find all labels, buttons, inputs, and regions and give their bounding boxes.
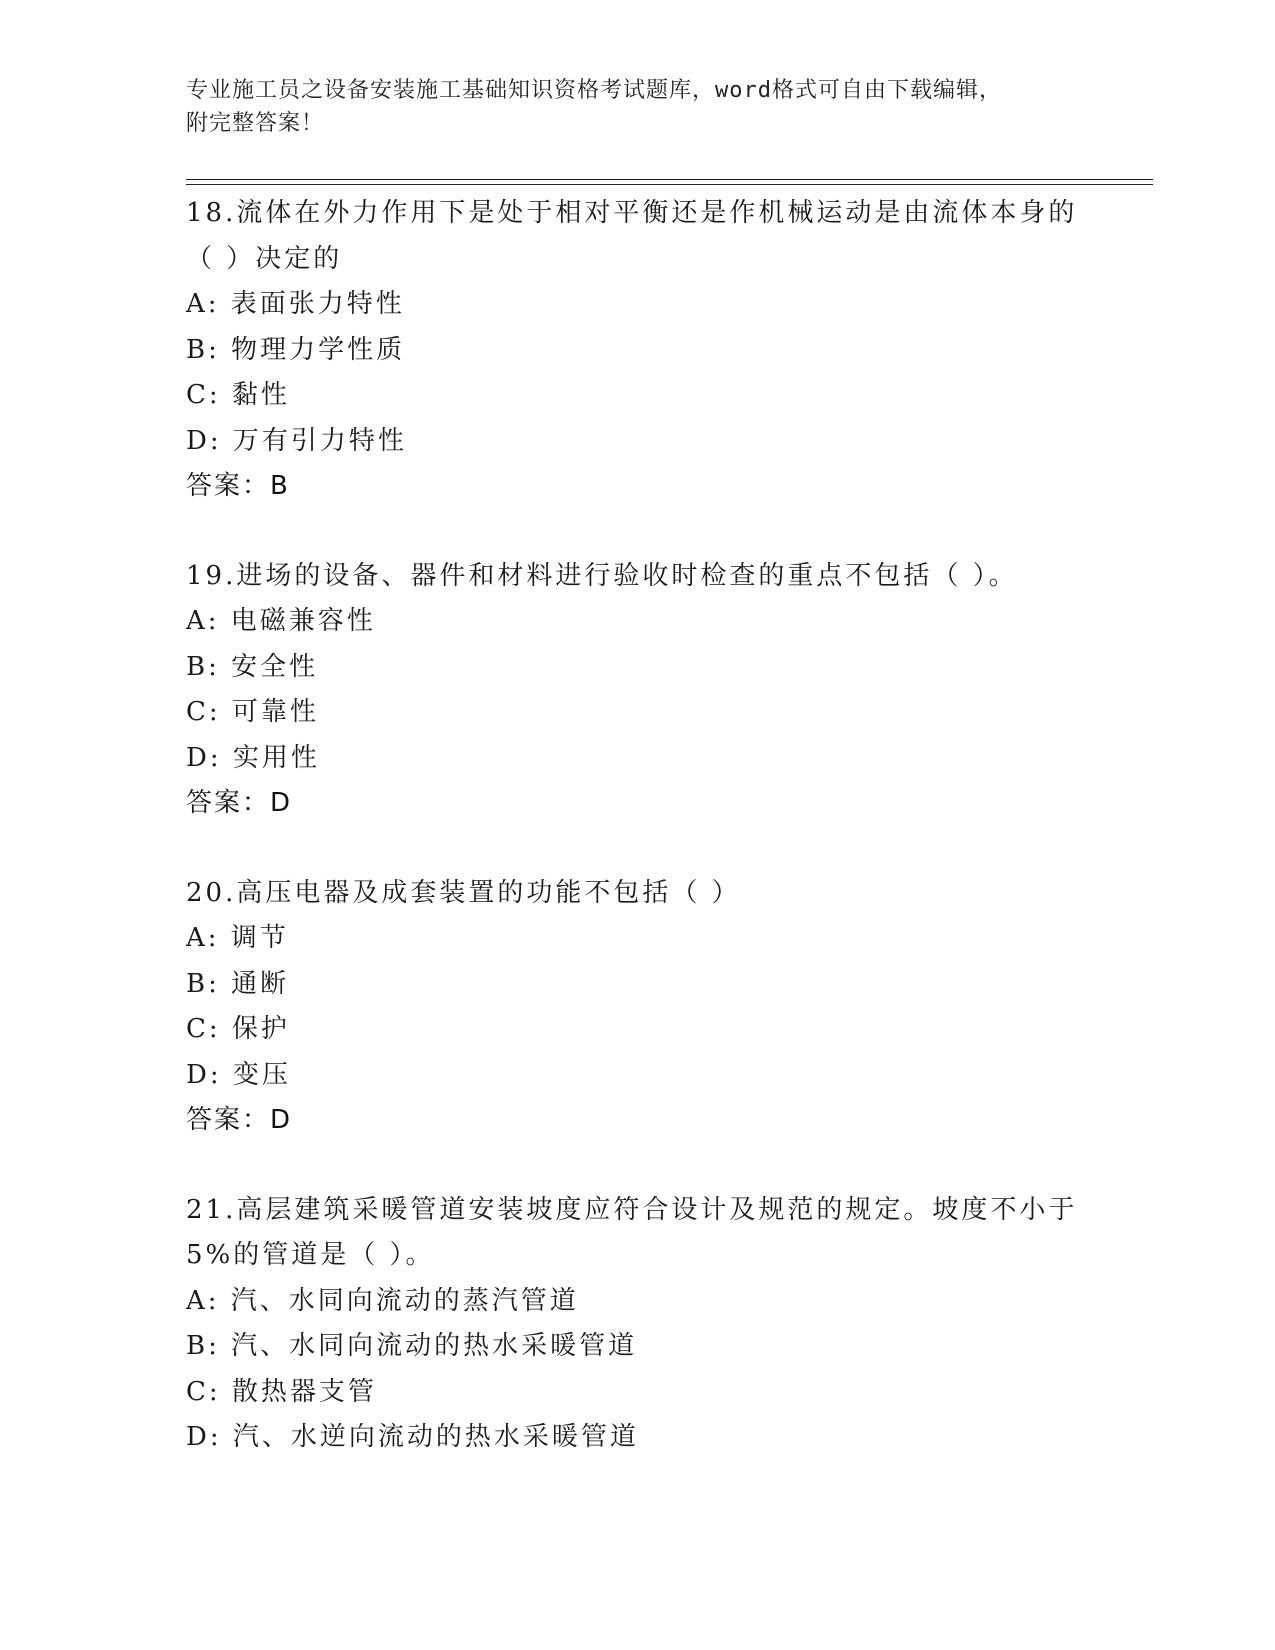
question-stem-line: 21.高层建筑采暖管道安装坡度应符合设计及规范的规定。坡度不小于 xyxy=(186,1194,1078,1225)
answer-label: 答案：B xyxy=(186,471,290,501)
option-c: C: 黏性 xyxy=(186,380,290,410)
question-stem-line: 20.高压电器及成套装置的功能不包括（ ） xyxy=(186,877,741,908)
option-d: D: 汽、水逆向流动的热水采暖管道 xyxy=(186,1422,639,1452)
document-header xyxy=(186,74,1086,140)
option-b: B: 通断 xyxy=(186,968,290,999)
option-b: B: 安全性 xyxy=(186,651,319,682)
option-d: D: 变压 xyxy=(186,1059,291,1090)
option-d: D: 万有引力特性 xyxy=(186,425,407,456)
option-a: A: 汽、水同向流动的蒸汽管道 xyxy=(186,1285,579,1316)
answer-label: 答案：D xyxy=(186,1105,293,1135)
question-18 xyxy=(186,191,1086,510)
question-stem-line: 18.流体在外力作用下是处于相对平衡还是作机械运动是由流体本身的 xyxy=(186,198,1078,228)
question-19 xyxy=(186,554,1086,827)
question-21 xyxy=(186,1188,1086,1461)
option-c: C: 散热器支管 xyxy=(186,1376,377,1407)
header-divider-bottom xyxy=(186,184,1153,185)
option-c: C: 保护 xyxy=(186,1014,290,1044)
question-stem-line: （ ）决定的 xyxy=(186,243,343,274)
option-d: D: 实用性 xyxy=(186,742,320,773)
question-list xyxy=(186,191,1086,1505)
header-divider-top xyxy=(186,179,1153,180)
option-b: B: 汽、水同向流动的热水采暖管道 xyxy=(186,1331,638,1361)
question-20 xyxy=(186,871,1086,1144)
option-a: A: 调节 xyxy=(186,923,289,953)
option-c: C: 可靠性 xyxy=(186,697,319,727)
question-stem-line: 5%的管道是（ ）。 xyxy=(186,1240,435,1270)
header-line-1: 专业施工员之设备安装施工基础知识资格考试题库，word格式可自由下载编辑， xyxy=(186,78,1002,103)
option-b: B: 物理力学性质 xyxy=(186,334,406,365)
option-a: A: 电磁兼容性 xyxy=(186,606,376,636)
question-stem-line: 19.进场的设备、器件和材料进行验收时检查的重点不包括（ ）。 xyxy=(186,560,1018,591)
option-a: A: 表面张力特性 xyxy=(186,289,405,319)
answer-label: 答案：D xyxy=(186,788,293,818)
header-line-2: 附完整答案！ xyxy=(186,111,325,136)
